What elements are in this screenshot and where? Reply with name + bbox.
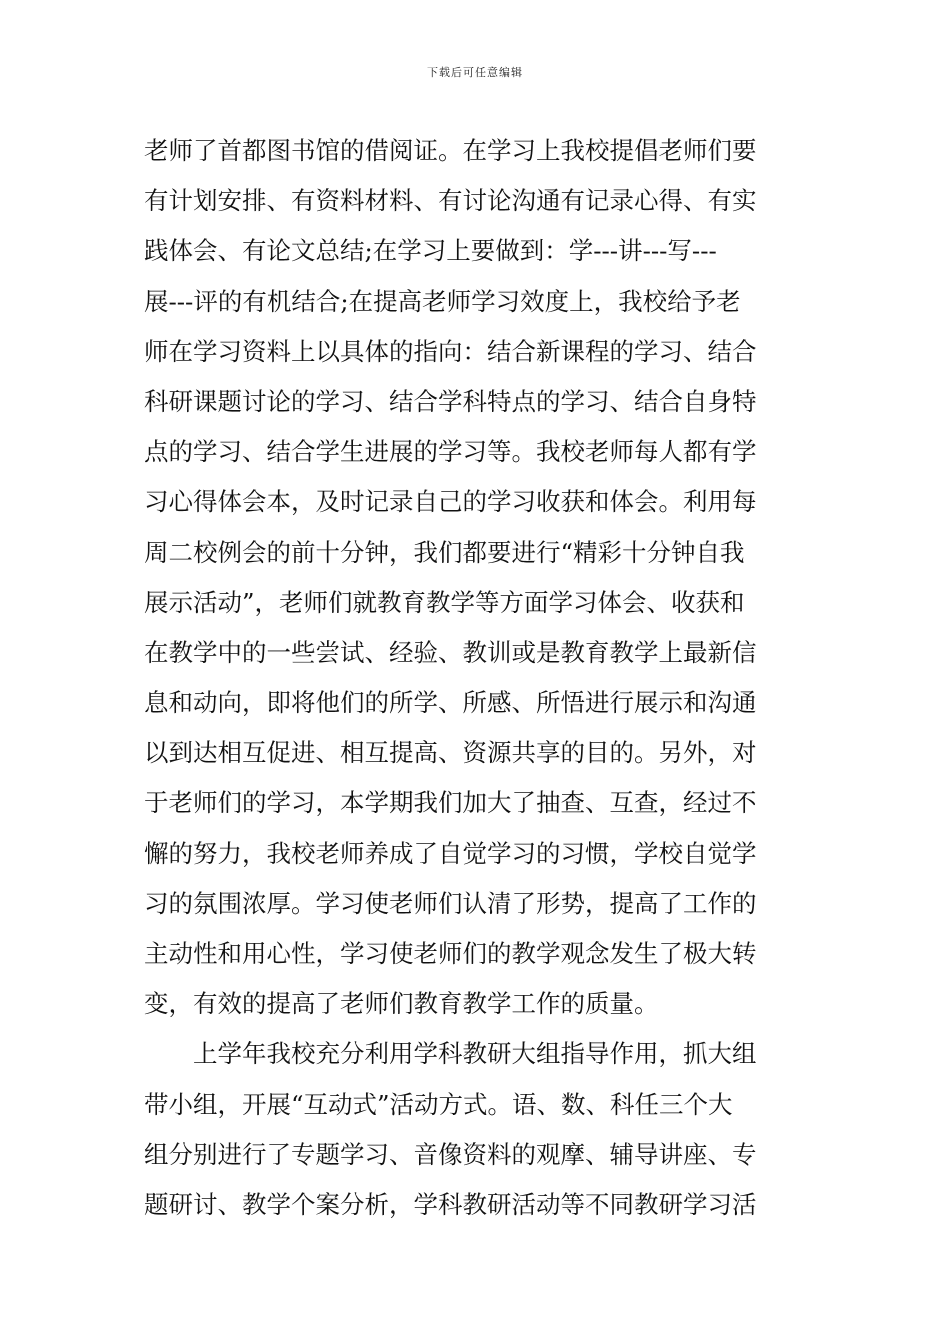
text-line: 息和动向，即将他们的所学、所感、所悟进行展示和沟通 [144, 688, 757, 718]
page-header: 下载后可任意编辑 [427, 66, 523, 79]
text-line: 科研课题讨论的学习、结合学科特点的学习、结合自身特 [144, 386, 757, 416]
paragraph-start-line: 上学年我校充分利用学科教研大组指导作用，抓大组 [193, 1039, 757, 1069]
text-line: 以到达相互促进、相互提高、资源共享的目的。另外，对 [144, 738, 757, 768]
text-line: 展---评的有机结合;在提高老师学习效度上，我校给予老 [144, 286, 741, 316]
text-line: 师在学习资料上以具体的指向：结合新课程的学习、结合 [144, 336, 757, 366]
text-line: 在教学中的一些尝试、经验、教训或是教育教学上最新信 [144, 637, 757, 667]
body-text [144, 126, 809, 1230]
text-line: 于老师们的学习，本学期我们加大了抽查、互查，经过不 [144, 788, 757, 818]
text-line: 周二校例会的前十分钟，我们都要进行“精彩十分钟自我 [144, 537, 745, 567]
text-line: 点的学习、结合学生进展的学习等。我校老师每人都有学 [144, 437, 757, 467]
text-line: 展示活动”，老师们就教育教学等方面学习体会、收获和 [144, 587, 745, 617]
text-line: 题研讨、教学个案分析，学科教研活动等不同教研学习活 [144, 1189, 757, 1219]
text-line: 懈的努力，我校老师养成了自觉学习的习惯，学校自觉学 [144, 838, 757, 868]
text-line: 践体会、有论文总结;在学习上要做到：学---讲---写--- [144, 236, 717, 266]
text-line: 习的氛围浓厚。学习使老师们认清了形势，提高了工作的 [144, 888, 757, 918]
text-line: 带小组，开展“互动式”活动方式。语、数、科任三个大 [144, 1089, 733, 1119]
text-line: 习心得体会本，及时记录自己的学习收获和体会。利用每 [144, 487, 757, 517]
text-line: 老师了首都图书馆的借阅证。在学习上我校提倡老师们要 [144, 136, 757, 165]
text-line: 有计划安排、有资料材料、有讨论沟通有记录心得、有实 [144, 186, 757, 216]
text-line: 变，有效的提高了老师们教育教学工作的质量。 [144, 989, 659, 1019]
text-line: 主动性和用心性，学习使老师们的教学观念发生了极大转 [144, 939, 757, 968]
text-line: 组分别进行了专题学习、音像资料的观摩、辅导讲座、专 [144, 1139, 757, 1169]
